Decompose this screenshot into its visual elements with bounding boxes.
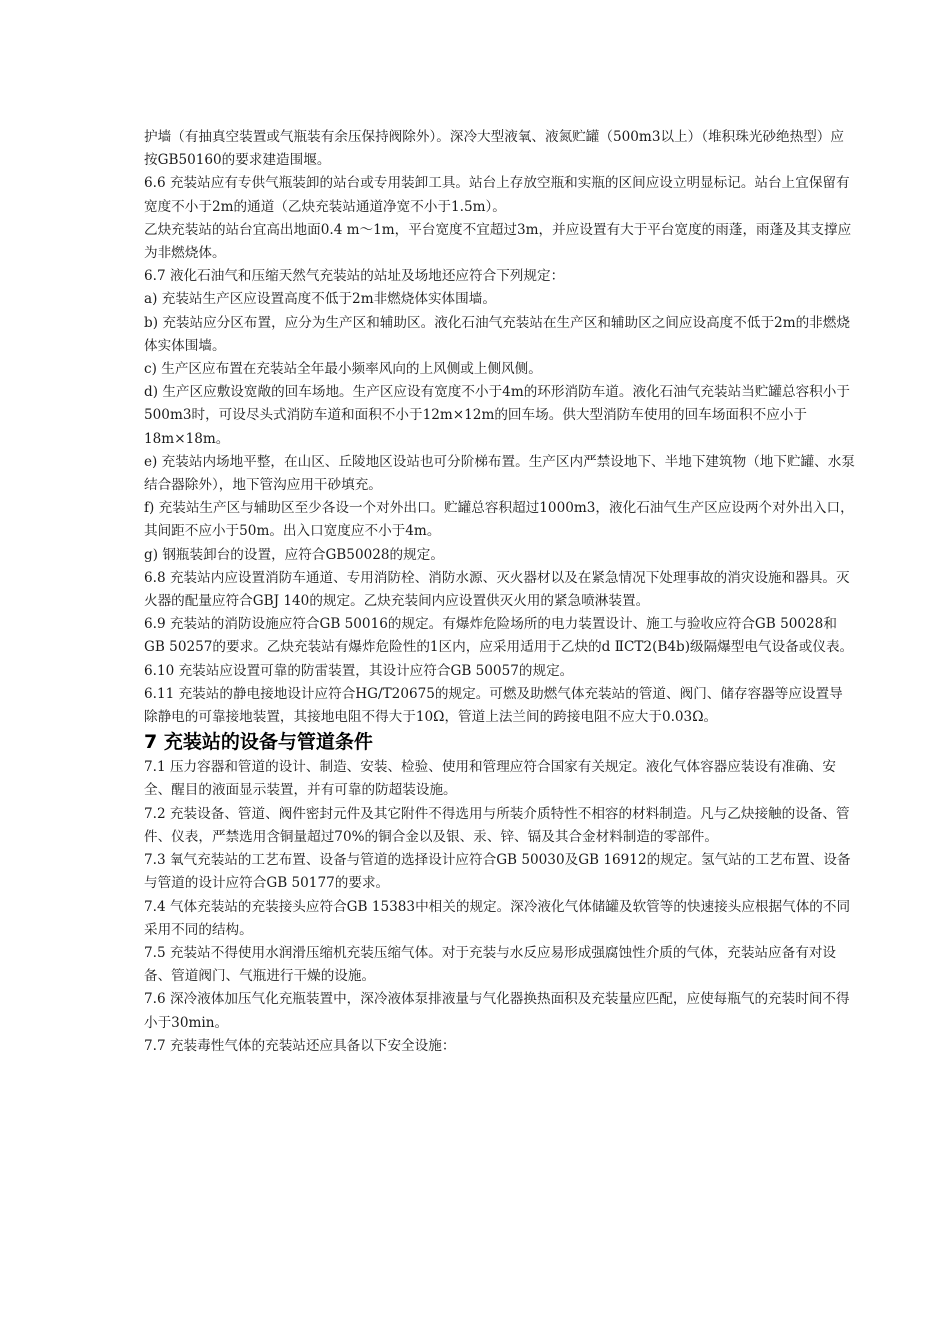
document-page [144, 126, 856, 1058]
paragraph-6-11: 6.11 充装站的静电接地设计应符合HG/T20675的规定。可燃及助燃气体充装站的管道、阀门、储存容器等应设置导除静电的可靠接地装置，其接地电阻不得大于10Ω，管道上法兰间的跨接电阻不应大于0.03Ω。 [144, 685, 843, 726]
paragraph-7-5: 7.5 充装站不得使用水润滑压缩机充装压缩气体。对于充装与水反应易形成强腐蚀性介质的气体，充装站应备有对设备、管道阀门、气瓶进行干燥的设施。 [144, 944, 837, 985]
paragraph-6-7: 6.7 液化石油气和压缩天然气充装站的站址及场地还应符合下列规定： [144, 268, 565, 285]
paragraph-6-6-acetylene: 乙炔充装站的站台宜高出地面0.4 m～1m，平台宽度不宜超过3m，并应设置有大于平台宽度的雨蓬，雨蓬及其支撑应为非燃烧体。 [144, 221, 852, 262]
list-item-f: f) 充装站生产区与辅助区至少各设一个对外出口。贮罐总容积超过1000m3，液化石油气生产区应设两个对外出入口，其间距不应小于50m。出入口宽度应不小于4m。 [144, 500, 854, 540]
paragraph-7-7: 7.7 充装毒性气体的充装站还应具备以下安全设施： [144, 1037, 456, 1054]
paragraph-7-6: 7.6 深冷液体加压气化充瓶装置中，深冷液体泵排液量与气化器换热面积及充装量应匹配，应使每瓶气的充装时间不得小于30min。 [144, 991, 850, 1031]
paragraph-7-1: 7.1 压力容器和管道的设计、制造、安装、检验、使用和管理应符合国家有关规定。液化气体容器应装设有准确、安全、醒目的液面显示装置，并有可靠的防超装设施。 [144, 759, 837, 799]
section-heading-7: 7 充装站的设备与管道条件 [144, 731, 373, 754]
paragraph-6-8: 6.8 充装站内应设置消防车通道、专用消防栓、消防水源、灭火器材以及在紧急情况下处理事故的消灾设施和器具。灭火器的配量应符合GBJ 140的规定。乙炔充装间内应设置供灭火用的紧急喷淋装置。 [144, 569, 850, 610]
paragraph-6-9: 6.9 充装站的消防设施应符合GB 50016的规定。有爆炸危险场所的电力装置设计、施工与验收应符合GB 50028和GB 50257的要求。乙炔充装站有爆炸危险性的1区内，应采用适用于乙炔的d ⅡCT2(B4b)级隔爆型电气设备或仪表。 [144, 616, 854, 656]
list-item-b: b) 充装站应分区布置，应分为生产区和辅助区。液化石油气充装站在生产区和辅助区之间应设高度不低于2m的非燃烧体实体围墙。 [144, 314, 850, 354]
list-item-e: e) 充装站内场地平整，在山区、丘陵地区设站也可分阶梯布置。生产区内严禁设地下、半地下建筑物（地下贮罐、水泵结合器除外），地下管沟应用干砂填充。 [144, 453, 855, 494]
paragraph-7-4: 7.4 气体充装站的充装接头应符合GB 15383中相关的规定。深冷液化气体储罐及软管等的快速接头应根据气体的不同采用不同的结构。 [144, 898, 851, 938]
paragraph-7-2: 7.2 充装设备、管道、阀件密封元件及其它附件不得选用与所装介质特性不相容的材料制造。凡与乙炔接触的设备、管件、仪表，严禁选用含铜量超过70%的铜合金以及银、汞、锌、镉及其合金材料制造的零部件。 [144, 805, 850, 845]
list-item-g: g) 钢瓶装卸台的设置，应符合GB50028的规定。 [144, 546, 444, 563]
list-item-c: c) 生产区应布置在充装站全年最小频率风向的上风侧或上侧风侧。 [144, 361, 542, 378]
list-item-d: d) 生产区应敷设宽敞的回车场地。生产区应设有宽度不小于4m的环形消防车道。液化石油气充装站当贮罐总容积小于500m3时，可设尽头式消防车道和面积不小于12m×12m的回车场。供大型消防车使用的回车场面积不应小于18m×18m。 [144, 384, 850, 447]
paragraph-7-3: 7.3 氧气充装站的工艺布置、设备与管道的选择设计应符合GB 50030及GB 16912的规定。氢气站的工艺布置、设备与管道的设计应符合GB 50177的要求。 [144, 852, 851, 892]
paragraph-6-6: 6.6 充装站应有专供气瓶装卸的站台或专用装卸工具。站台上存放空瓶和实瓶的区间应设立明显标记。站台上宜保留有宽度不小于2m的通道（乙炔充装站通道净宽不小于1.5m）。 [144, 175, 850, 215]
paragraph-6-10: 6.10 充装站应设置可靠的防雷装置，其设计应符合GB 50057的规定。 [144, 662, 574, 679]
list-item-a: a) 充装站生产区应设置高度不低于2m非燃烧体实体围墙。 [144, 291, 496, 308]
paragraph-6-5-cont: 护墙（有抽真空装置或气瓶装有余压保持阀除外）。深冷大型液氧、液氮贮罐（500m3以上）（堆积珠光砂绝热型）应按GB50160的要求建造围堰。 [144, 129, 844, 169]
